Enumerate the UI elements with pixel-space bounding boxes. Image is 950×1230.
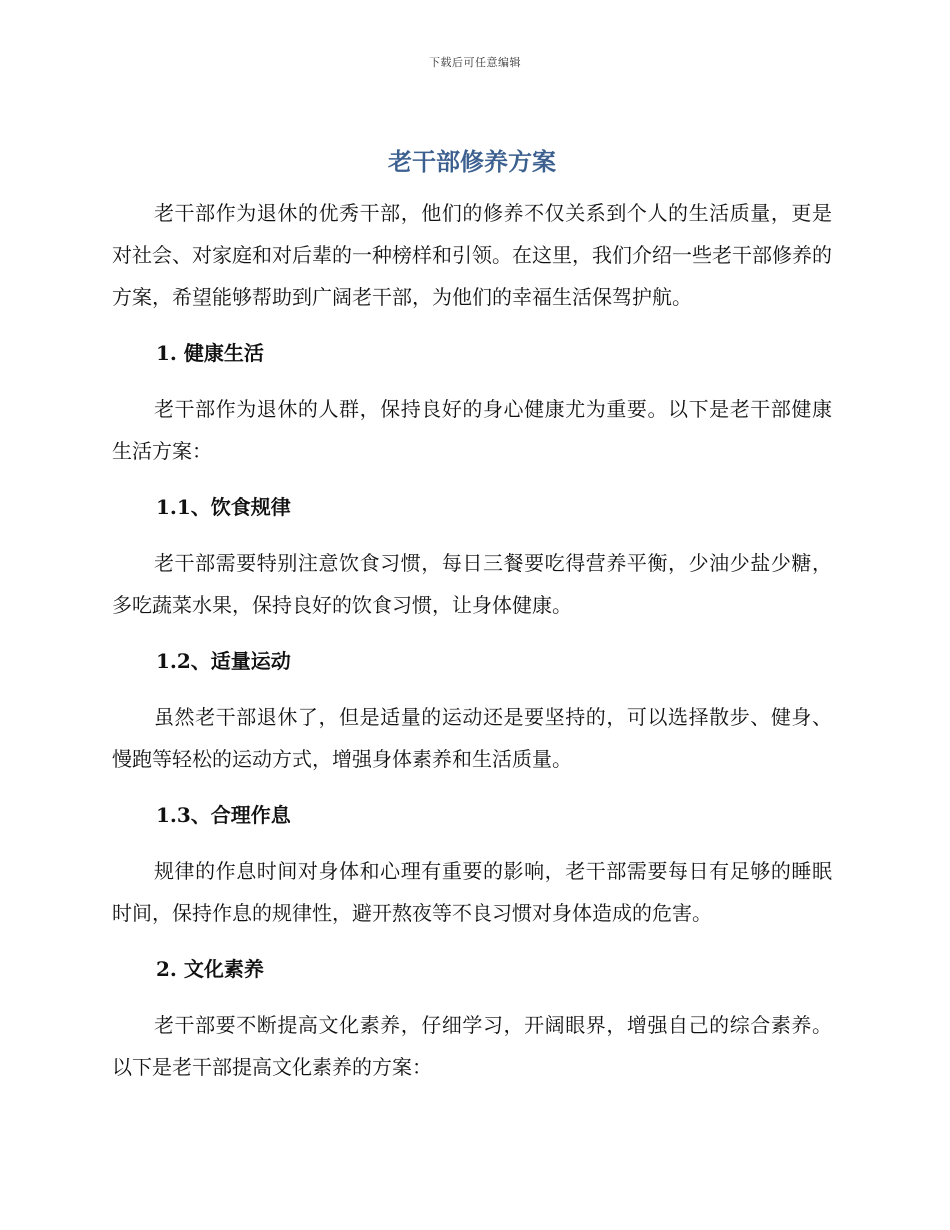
rest-paragraph: 规律的作息时间对身体和心理有重要的影响，老干部需要每日有足够的睡眠时间，保持作息的规律性，避开熬夜等不良习惯对身体造成的危害。 (112, 859, 832, 925)
subsection-heading-diet: 1.1、饮食规律 (156, 495, 291, 519)
document-title: 老干部修养方案 (388, 148, 556, 176)
header-note: 下载后可任意编辑 (429, 56, 521, 69)
diet-paragraph: 老干部需要特别注意饮食习惯，每日三餐要吃得营养平衡，少油少盐少糖，多吃蔬菜水果，保持良好的饮食习惯，让身体健康。 (112, 551, 832, 617)
document-body (112, 140, 832, 1088)
exercise-paragraph: 虽然老干部退休了，但是适量的运动还是要坚持的，可以选择散步、健身、慢跑等轻松的运动方式，增强身体素养和生活质量。 (112, 705, 832, 771)
subsection-heading-exercise: 1.2、适量运动 (156, 649, 291, 673)
section-heading-culture: 2. 文化素养 (156, 957, 264, 981)
culture-paragraph: 老干部要不断提高文化素养，仔细学习，开阔眼界，增强自己的综合素养。以下是老干部提高文化素养的方案： (112, 1013, 832, 1079)
health-paragraph: 老干部作为退休的人群，保持良好的身心健康尤为重要。以下是老干部健康生活方案： (112, 397, 832, 463)
section-heading-health: 1. 健康生活 (156, 341, 264, 365)
intro-paragraph: 老干部作为退休的优秀干部，他们的修养不仅关系到个人的生活质量，更是对社会、对家庭和对后辈的一种榜样和引领。在这里，我们介绍一些老干部修养的方案，希望能够帮助到广阔老干部，为他们的幸福生活保驾护航。 (112, 201, 832, 309)
subsection-heading-rest: 1.3、合理作息 (156, 803, 291, 827)
